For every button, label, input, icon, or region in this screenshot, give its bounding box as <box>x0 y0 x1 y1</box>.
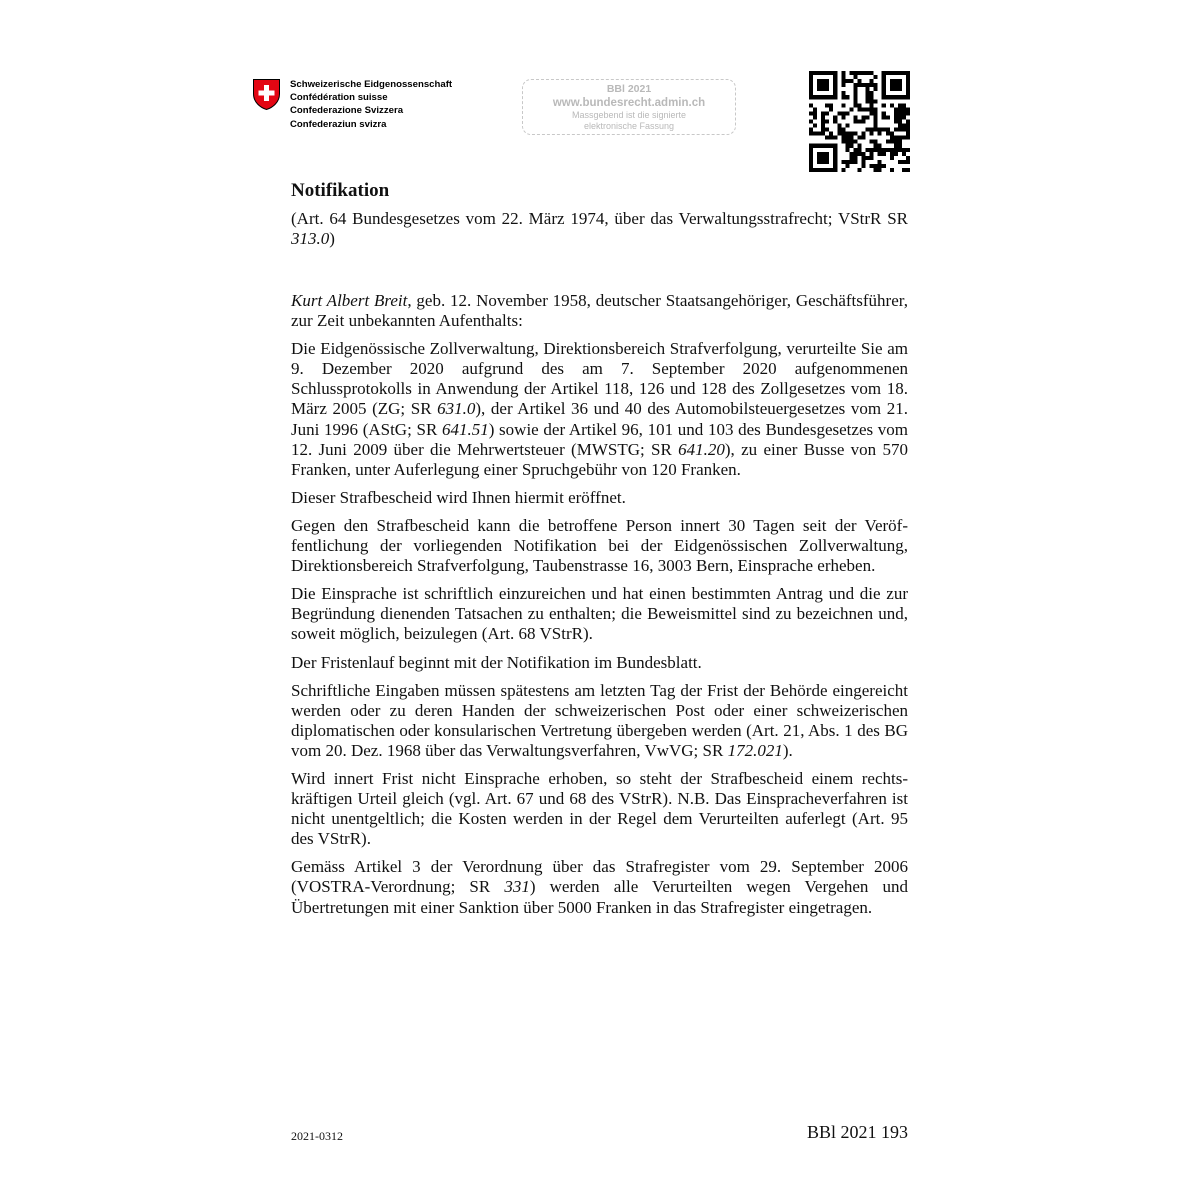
federal-names <box>290 78 452 131</box>
deadline-paragraph: Der Fristenlauf beginnt mit der Notifikation im Bundesblatt. <box>291 652 702 672</box>
appeal-form-paragraph: Die Einsprache ist schriftlich einzureichen und hat einen bestimmten Antrag und die zur Begründung dienenden Tatsachen zu enthalten; die Beweismittel sind zu bezeichnen und, soweit möglich, beizulegen (Art. 68 VStrR). <box>291 584 908 644</box>
federal-logo <box>252 78 452 131</box>
federal-name-de: Schweizerische Eidgenossenschaft <box>290 79 453 90</box>
federal-name-it: Confederazione Svizzera <box>290 105 404 117</box>
qr-code-icon <box>809 71 910 172</box>
swiss-cross-shield-icon <box>252 78 281 111</box>
publication-stamp <box>522 79 736 135</box>
submission-paragraph: Schriftliche Eingaben müssen spätestens am letzten Tag der Frist der Behörde eingereicht werden oder zu deren Handen der schweizerischen Post oder einer schweizerischen diplomatischen oder konsularischen Vertretung übergeben werden (Art. 21, Abs. 1 des BG vom 20. Dez. 1968 über das Verwaltungsverfahren, VwVG; SR 172.021). <box>291 680 908 760</box>
page-subtitle: (Art. 64 Bundesgesetzes vom 22. März 1974, über das Verwaltungsstrafrecht; VStrR SR 313.0) <box>291 209 908 248</box>
appeal-paragraph: Gegen den Strafbescheid kann die betroffene Person innert 30 Tagen seit der Veröffentlichung der vorliegenden Notifikation bei der Eidgenössischen Zollverwaltung, Direktionsbereich Strafverfolgung, Taubenstrasse 16, 3003 Bern, Einsprache erheben. <box>291 515 908 576</box>
notification-paragraph: Dieser Strafbescheid wird Ihnen hiermit eröffnet. <box>291 487 626 507</box>
verdict-paragraph: Die Eidgenössische Zollverwaltung, Direktionsbereich Strafverfolgung, verurteilte Sie am 9. Dezember 2020 aufgrund des am 7. September 2020 aufgenommenen Schlussprotokolls in Anwendung der Artikel 118, 126 und 128 des Zollgesetzes vom 18. März 2005 (ZG; SR 631.0), der Artikel 36 und 40 des Automobilsteuergesetzes vom 21. Juni 1996 (AStG; SR 641.51) sowie der Artikel 96, 101 und 103 des Bundesgesetzes vom 12. Juni 2009 über die Mehrwertsteuer (MWSTG; SR 641.20), zu einer Busse von 570 Franken, unter Auferlegung einer Spruchgebühr von 120 Franken. <box>291 339 909 479</box>
addressee-name: Kurt Albert Breit <box>291 291 408 310</box>
document-number: 2021-0312 <box>291 1129 343 1143</box>
legal-force-paragraph: Wird innert Frist nicht Einsprache erhoben, so steht der Strafbescheid einem rechtskräftigen Urteil gleich (vgl. Art. 67 und 68 des VStrR). N.B. Das Einspracheverfahren ist nicht unentgeltlich; die Kosten werden in der Regel dem Verurteilten auferlegt (Art. 95 des VStrR). <box>291 768 908 849</box>
federal-name-fr: Confédération suisse <box>290 92 388 104</box>
addressee-paragraph: Kurt Albert Breit, geb. 12. November 1958, deutscher Staatsangehöriger, Geschäftsführer, zur Zeit unbekannten Aufenthalts: <box>291 291 908 331</box>
federal-name-rm: Confederaziun svizra <box>290 118 387 130</box>
page-title: Notifikation <box>291 180 390 201</box>
stamp-line-2: www.bundesrecht.admin.ch <box>552 97 706 109</box>
criminal-record-paragraph: Gemäss Artikel 3 der Verordnung über das Strafregister vom 29. September 2006 (VOSTRA-Verordnung; SR 331) werden alle Verurteilten wegen Vergehen und Übertretungen mit einer Sanktion über 5000 Franken in das Strafregister eingetragen. <box>291 857 909 917</box>
stamp-line-3: Massgebend ist die signierte <box>571 110 687 120</box>
document-body <box>291 178 908 926</box>
stamp-line-1: BBl 2021 <box>606 83 652 95</box>
stamp-line-4: elektronische Fassung <box>583 121 675 131</box>
page-reference: BBl 2021 193 <box>806 1122 908 1142</box>
